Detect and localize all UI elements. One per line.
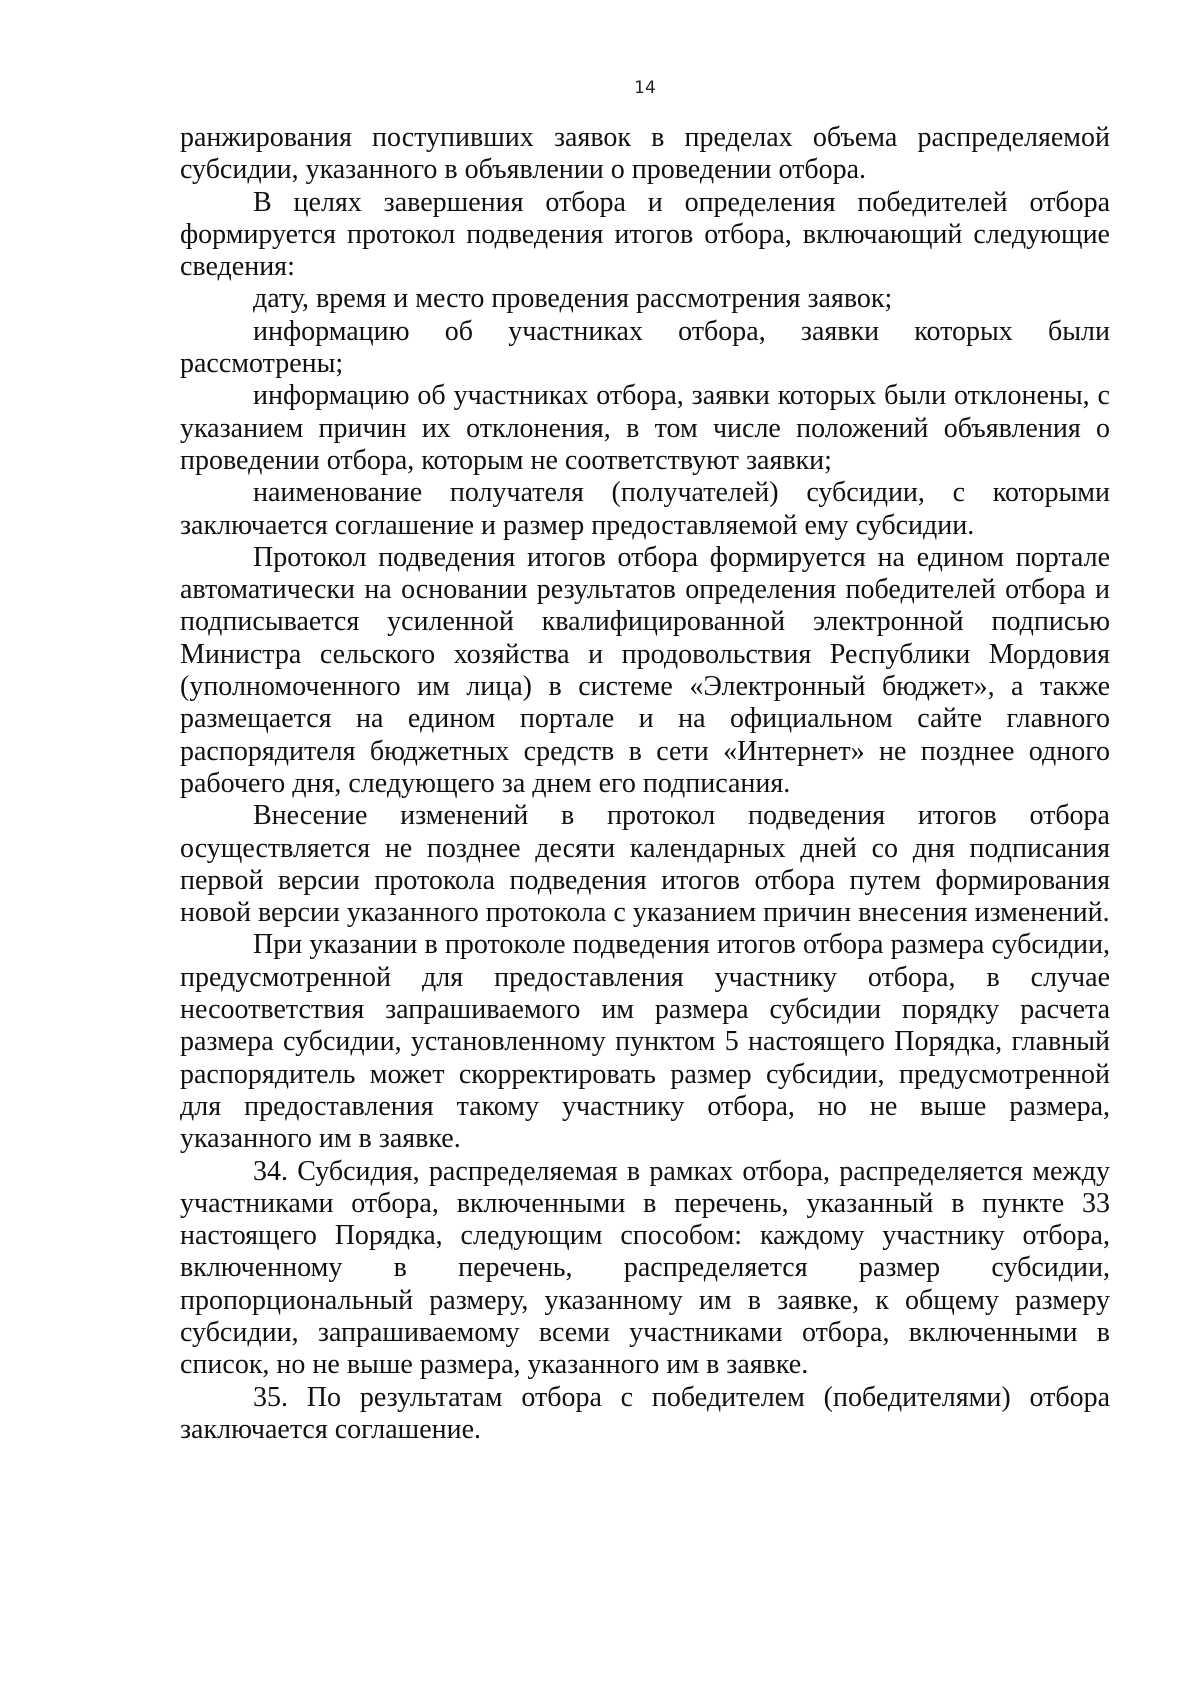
paragraph: информацию об участниках отбора, заявки которых были отклонены, с указанием причин их отклонения, в том числе положений объявления о проведении отбора, которым не соответствуют заявки; [180,380,1110,476]
paragraph: Протокол подведения итогов отбора формируется на едином портале автоматически на основании результатов определения победителей отбора и подписывается усиленной квалифицированной электронной подписью Министра сельского хозяйства и продовольствия Республики Мордовия (уполномоченного им лица) в системе «Электронный бюджет», а также размещается на едином портале и на официальном сайте главного распорядителя бюджетных средств в сети «Интернет» не позднее одного рабочего дня, следующего за днем его подписания. [180,541,1110,799]
paragraph: дату, время и место проведения рассмотрения заявок; [253,283,893,315]
paragraph: ранжирования поступивших заявок в пределах объема распределяемой субсидии, указанного в объявлении о проведении отбора. [180,122,1110,186]
paragraph: 34. Субсидия, распределяемая в рамках отбора, распределяется между участниками отбора, включенными в перечень, указанный в пункте 33 настоящего Порядка, следующим способом: каждому участнику отбора, включенному в перечень, распределяется размер субсидии, пропорциональный размеру, указанному им в заявке, к общему размеру субсидии, запрашиваемому всеми участниками отбора, включенными в список, но не выше размера, указанного им в заявке. [180,1155,1110,1381]
paragraph: Внесение изменений в протокол подведения итогов отбора осуществляется не позднее десяти календарных дней со дня подписания первой версии протокола подведения итогов отбора путем формирования новой версии указанного протокола с указанием причин внесения изменений. [180,800,1110,929]
paragraph: При указании в протоколе подведения итогов отбора размера субсидии, предусмотренной для предоставления участнику отбора, в случае несоответствия запрашиваемого им размера субсидии порядку расчета размера субсидии, установленному пунктом 5 настоящего Порядка, главный распорядитель может скорректировать размер субсидии, предусмотренной для предоставления такому участнику отбора, но не выше размера, указанного им в заявке. [180,929,1110,1155]
paragraph: 35. По результатам отбора с победителем (победителями) отбора заключается соглашение. [180,1381,1110,1445]
page-number: 14 [634,78,656,98]
paragraph: В целях завершения отбора и определения победителей отбора формируется протокол подведения итогов отбора, включающий следующие сведения: [180,186,1110,283]
paragraph: информацию об участниках отбора, заявки которых были рассмотрены; [180,315,1110,380]
paragraph: наименование получателя (получателей) субсидии, с которыми заключается соглашение и размер предоставляемой ему субсидии. [180,477,1110,541]
document-body [180,122,1110,1446]
